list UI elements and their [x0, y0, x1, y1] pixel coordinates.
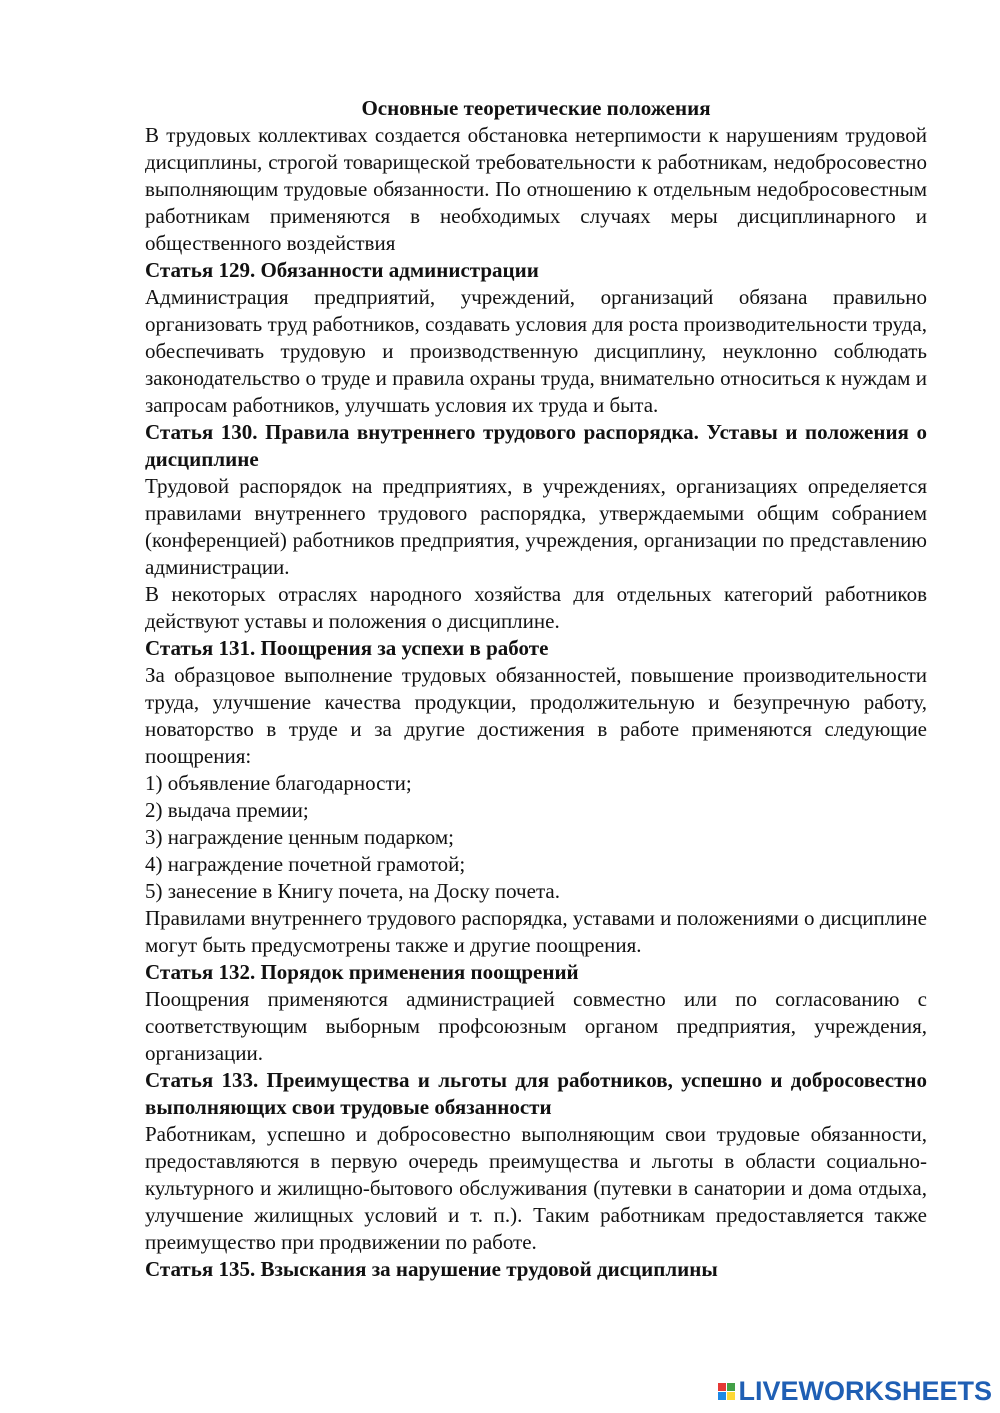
article-130-text-1: Трудовой распорядок на предприятиях, в учреждениях, организациях определяется правилами внутреннего трудового распорядка, утверждаемыми общим собранием (конференцией) работников предприятия, учреждения, организации по представлению администрации.	[145, 474, 927, 579]
article-131-text: За образцовое выполнение трудовых обязанностей, повышение производительности труда, улучшение качества продукции, продолжительную и безупречную работу, новаторство в труде и за другие достижения в работе применяются следующие поощрения:	[145, 663, 927, 768]
article-132-heading: Статья 132. Порядок применения поощрений	[145, 960, 579, 984]
article-132-text: Поощрения применяются администрацией совместно или по согласованию с соответствующим выборным профсоюзным органом предприятия, учреждения, организации.	[145, 987, 927, 1065]
list-item: 4) награждение почетной грамотой;	[145, 852, 466, 876]
list-item: 5) занесение в Книгу почета, на Доску почета.	[145, 879, 560, 903]
logo-square	[718, 1392, 726, 1400]
intro-paragraph: В трудовых коллективах создается обстановка нетерпимости к нарушениям трудовой дисциплины, строгой товарищеской требовательности к работникам, недобросовестно выполняющим трудовые обязанности. По отношению к отдельным недобросовестным работникам применяются в необходимых случаях меры дисциплинарного и общественного воздействия	[145, 123, 927, 255]
article-129-heading: Статья 129. Обязанности администрации	[145, 258, 539, 282]
logo-square	[727, 1392, 735, 1400]
article-133-heading: Статья 133. Преимущества и льготы для работников, успешно и добросовестно выполняющих свои трудовые обязанности	[145, 1068, 927, 1119]
article-130-text-2: В некоторых отраслях народного хозяйства для отдельных категорий работников действуют уставы и положения о дисциплине.	[145, 582, 927, 633]
article-129-text: Администрация предприятий, учреждений, организаций обязана правильно организовать труд работников, создавать условия для роста производительности труда, обеспечивать трудовую и производственную дисциплину, неуклонно соблюдать законодательство о труде и правила охраны труда, внимательно относиться к нуждам и запросам работников, улучшать условия их труда и быта.	[145, 285, 927, 417]
list-item: 1) объявление благодарности;	[145, 771, 412, 795]
document-title: Основные теоретические положения	[361, 96, 711, 120]
article-131-heading: Статья 131. Поощрения за успехи в работе	[145, 636, 549, 660]
liveworksheets-logo-icon	[718, 1383, 735, 1400]
article-135-heading: Статья 135. Взыскания за нарушение трудовой дисциплины	[145, 1257, 718, 1281]
logo-square	[727, 1383, 735, 1391]
article-131-text-after: Правилами внутреннего трудового распорядка, уставами и положениями о дисциплине могут быть предусмотрены также и другие поощрения.	[145, 906, 927, 957]
watermark-text: LIVEWORKSHEETS	[738, 1376, 992, 1406]
list-item: 2) выдача премии;	[145, 798, 309, 822]
list-item: 3) награждение ценным подарком;	[145, 825, 454, 849]
article-133-text: Работникам, успешно и добросовестно выполняющим свои трудовые обязанности, предоставляются в первую очередь преимущества и льготы в области социально-культурного и жилищно-бытового обслуживания (путевки в санатории и дома отдыха, улучшение жилищных условий и т. п.). Таким работникам предоставляется также преимущество при продвижении по работе.	[145, 1122, 927, 1254]
logo-square	[718, 1383, 726, 1391]
document-page	[145, 95, 927, 1283]
liveworksheets-watermark	[718, 1376, 992, 1407]
article-130-heading: Статья 130. Правила внутреннего трудового распорядка. Уставы и положения о дисциплине	[145, 420, 927, 471]
